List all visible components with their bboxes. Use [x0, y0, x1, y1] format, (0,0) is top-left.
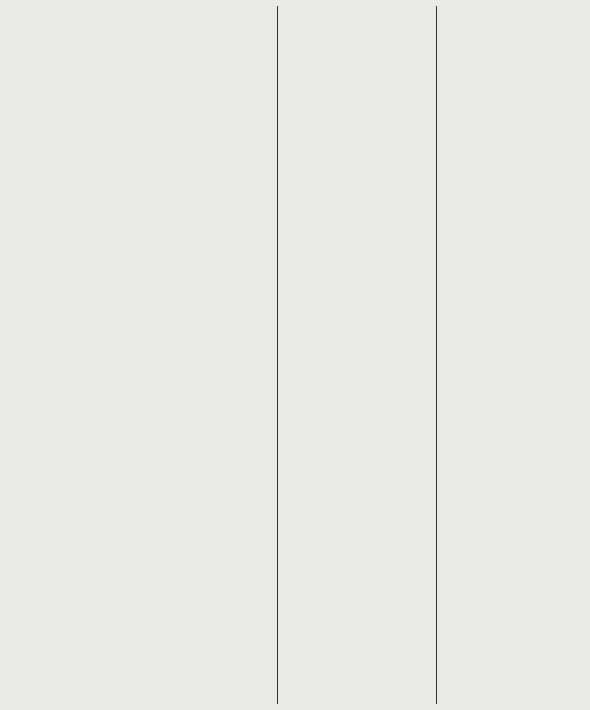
column-divider: [436, 6, 437, 704]
article-column-left: [4, 6, 274, 704]
article-column-middle: [282, 6, 432, 704]
article-column-right: [440, 6, 586, 704]
column-divider: [277, 6, 278, 704]
